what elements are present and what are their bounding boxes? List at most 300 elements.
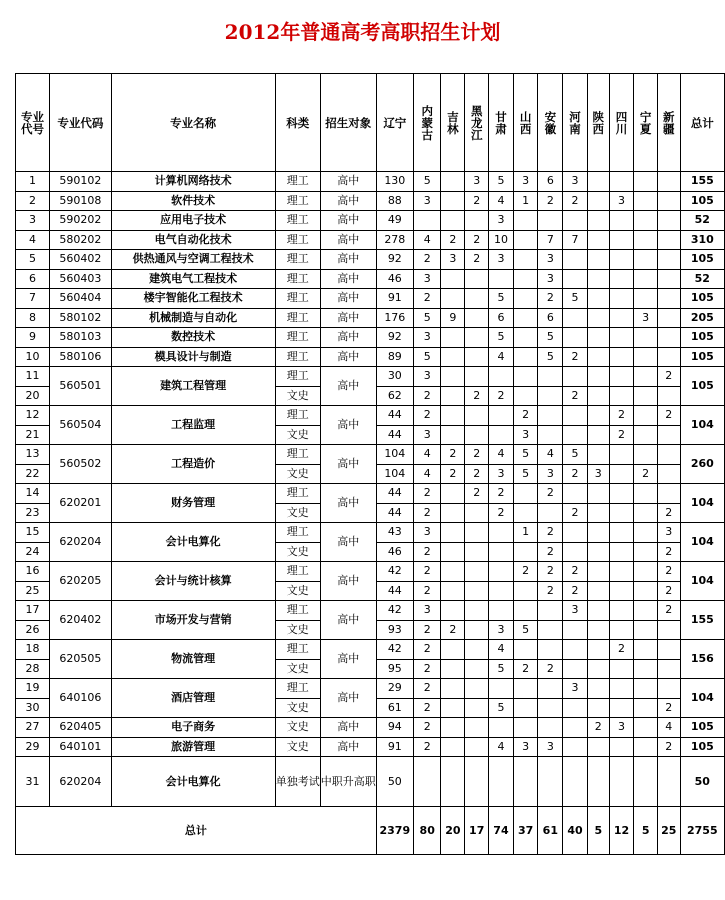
quota-cell: [634, 659, 658, 679]
table-row: [16, 445, 725, 465]
header-province: 辽宁: [376, 74, 413, 172]
total-value: 2379: [376, 807, 413, 855]
total-value: 5: [634, 807, 658, 855]
header-code: 专业代码: [50, 74, 111, 172]
quota-cell: 2: [538, 581, 563, 601]
header-name: 专业名称: [111, 74, 275, 172]
target-cell: 高中: [320, 328, 376, 348]
quota-cell: 3: [413, 601, 441, 621]
quota-cell: 3: [413, 328, 441, 348]
quota-cell: [513, 484, 538, 504]
quota-cell: 61: [376, 698, 413, 718]
quota-cell: [489, 718, 514, 738]
major-name-cell: 工程监理: [111, 406, 275, 445]
category-cell: 理工: [275, 308, 320, 328]
quota-cell: [609, 211, 634, 231]
seq-cell: 28: [16, 659, 50, 679]
target-cell: 高中: [320, 367, 376, 406]
quota-cell: 2: [657, 562, 680, 582]
quota-cell: [465, 328, 489, 348]
table-row: [16, 347, 725, 367]
quota-cell: [489, 367, 514, 387]
quota-cell: [609, 737, 634, 757]
quota-cell: [587, 640, 609, 660]
quota-cell: [441, 347, 465, 367]
quota-cell: 5: [489, 698, 514, 718]
quota-cell: [609, 659, 634, 679]
header-province: 陕西: [587, 74, 609, 172]
quota-cell: [609, 269, 634, 289]
total-row: [16, 807, 725, 855]
quota-cell: [609, 328, 634, 348]
row-total-cell: 104: [680, 562, 724, 601]
quota-cell: [657, 289, 680, 309]
quota-cell: 130: [376, 172, 413, 192]
seq-cell: 19: [16, 679, 50, 699]
quota-cell: [563, 211, 588, 231]
quota-cell: [587, 386, 609, 406]
row-total-cell: 104: [680, 406, 724, 445]
category-cell: 理工: [275, 484, 320, 504]
quota-cell: [441, 211, 465, 231]
table-row: [16, 601, 725, 621]
major-name-cell: 旅游管理: [111, 737, 275, 757]
quota-cell: [441, 601, 465, 621]
quota-cell: [657, 191, 680, 211]
quota-cell: [657, 425, 680, 445]
quota-cell: [489, 425, 514, 445]
code-cell: 560402: [50, 250, 111, 270]
quota-cell: 2: [413, 562, 441, 582]
code-cell: 590202: [50, 211, 111, 231]
quota-cell: 2: [465, 230, 489, 250]
seq-cell: 12: [16, 406, 50, 426]
quota-cell: [609, 445, 634, 465]
quota-cell: [657, 386, 680, 406]
quota-cell: [441, 269, 465, 289]
quota-cell: [489, 542, 514, 562]
quota-cell: [441, 562, 465, 582]
row-total-cell: 155: [680, 172, 724, 192]
quota-cell: [609, 289, 634, 309]
quota-cell: [634, 640, 658, 660]
category-cell: 文史: [275, 464, 320, 484]
major-name-cell: 酒店管理: [111, 679, 275, 718]
quota-cell: 2: [657, 367, 680, 387]
quota-cell: 2: [563, 503, 588, 523]
quota-cell: [587, 679, 609, 699]
quota-cell: [634, 601, 658, 621]
table-row: [16, 328, 725, 348]
quota-cell: [538, 406, 563, 426]
quota-cell: [657, 308, 680, 328]
quota-cell: [609, 757, 634, 807]
quota-cell: [563, 542, 588, 562]
quota-cell: 91: [376, 289, 413, 309]
quota-cell: 4: [489, 640, 514, 660]
quota-cell: [657, 620, 680, 640]
category-cell: 理工: [275, 211, 320, 231]
quota-cell: [563, 737, 588, 757]
category-cell: 理工: [275, 445, 320, 465]
table-row: [16, 367, 725, 387]
quota-cell: [587, 406, 609, 426]
quota-cell: [634, 230, 658, 250]
quota-cell: [441, 367, 465, 387]
code-cell: 560501: [50, 367, 111, 406]
quota-cell: 2: [538, 523, 563, 543]
major-name-cell: 软件技术: [111, 191, 275, 211]
quota-cell: [609, 698, 634, 718]
total-value: 5: [587, 807, 609, 855]
quota-cell: [538, 718, 563, 738]
quota-cell: 3: [489, 620, 514, 640]
quota-cell: [657, 484, 680, 504]
seq-cell: 21: [16, 425, 50, 445]
table-row: [16, 562, 725, 582]
quota-cell: [609, 542, 634, 562]
quota-cell: 4: [489, 445, 514, 465]
row-total-cell: 52: [680, 211, 724, 231]
quota-cell: [587, 347, 609, 367]
quota-cell: [657, 445, 680, 465]
header-target: 招生对象: [320, 74, 376, 172]
quota-cell: 4: [489, 347, 514, 367]
quota-cell: [587, 172, 609, 192]
target-cell: 高中: [320, 718, 376, 738]
total-value: 12: [609, 807, 634, 855]
quota-cell: 3: [513, 737, 538, 757]
quota-cell: 62: [376, 386, 413, 406]
quota-cell: 2: [413, 503, 441, 523]
row-total-cell: 105: [680, 328, 724, 348]
quota-cell: [587, 601, 609, 621]
target-cell: 高中: [320, 289, 376, 309]
quota-cell: 2: [413, 581, 441, 601]
quota-cell: [513, 503, 538, 523]
quota-cell: 2: [413, 484, 441, 504]
quota-cell: [441, 737, 465, 757]
quota-cell: [634, 484, 658, 504]
code-cell: 560504: [50, 406, 111, 445]
major-name-cell: 计算机网络技术: [111, 172, 275, 192]
quota-cell: 2: [413, 542, 441, 562]
quota-cell: 5: [513, 445, 538, 465]
quota-cell: 3: [465, 172, 489, 192]
quota-cell: 44: [376, 484, 413, 504]
target-cell: 高中: [320, 737, 376, 757]
category-cell: 理工: [275, 601, 320, 621]
quota-cell: 2: [413, 620, 441, 640]
quota-cell: [489, 581, 514, 601]
header-province: 内蒙古: [413, 74, 441, 172]
code-cell: 620205: [50, 562, 111, 601]
quota-cell: 44: [376, 581, 413, 601]
table-row: [16, 737, 725, 757]
quota-cell: [634, 562, 658, 582]
quota-cell: 5: [513, 464, 538, 484]
target-cell: 高中: [320, 679, 376, 718]
target-cell: 高中: [320, 406, 376, 445]
target-cell: 高中: [320, 601, 376, 640]
quota-cell: 2: [513, 406, 538, 426]
quota-cell: 6: [538, 172, 563, 192]
table-body: [16, 172, 725, 807]
target-cell: 高中: [320, 191, 376, 211]
quota-cell: 2: [657, 581, 680, 601]
target-cell: 高中: [320, 269, 376, 289]
quota-cell: [513, 718, 538, 738]
quota-cell: 3: [489, 211, 514, 231]
quota-cell: 3: [413, 523, 441, 543]
table-row: [16, 484, 725, 504]
quota-cell: 5: [563, 289, 588, 309]
quota-cell: [587, 523, 609, 543]
quota-cell: 2: [538, 484, 563, 504]
quota-cell: [513, 347, 538, 367]
quota-cell: [465, 620, 489, 640]
quota-cell: 2: [657, 406, 680, 426]
quota-cell: [634, 250, 658, 270]
major-name-cell: 财务管理: [111, 484, 275, 523]
quota-cell: [513, 679, 538, 699]
category-cell: 文史: [275, 737, 320, 757]
quota-cell: [587, 211, 609, 231]
quota-cell: 44: [376, 503, 413, 523]
quota-cell: [634, 523, 658, 543]
quota-cell: 88: [376, 191, 413, 211]
quota-cell: 3: [513, 172, 538, 192]
quota-cell: [634, 347, 658, 367]
quota-cell: 4: [489, 191, 514, 211]
quota-cell: [634, 425, 658, 445]
quota-cell: [634, 367, 658, 387]
quota-cell: [609, 620, 634, 640]
quota-cell: 2: [563, 191, 588, 211]
code-cell: 560404: [50, 289, 111, 309]
seq-cell: 17: [16, 601, 50, 621]
quota-cell: 3: [489, 250, 514, 270]
quota-cell: [538, 679, 563, 699]
quota-cell: 2: [657, 698, 680, 718]
quota-cell: 2: [563, 581, 588, 601]
quota-cell: [587, 328, 609, 348]
quota-cell: 3: [634, 308, 658, 328]
quota-cell: 2: [563, 562, 588, 582]
quota-cell: 29: [376, 679, 413, 699]
row-total-cell: 104: [680, 679, 724, 718]
quota-cell: [441, 386, 465, 406]
quota-cell: 2: [465, 191, 489, 211]
total-value: 17: [465, 807, 489, 855]
quota-cell: 2: [441, 620, 465, 640]
quota-cell: 2: [609, 425, 634, 445]
total-value: 20: [441, 807, 465, 855]
quota-cell: [609, 581, 634, 601]
quota-cell: 2: [538, 191, 563, 211]
quota-cell: 2: [538, 659, 563, 679]
quota-cell: [563, 406, 588, 426]
major-name-cell: 工程造价: [111, 445, 275, 484]
quota-cell: [563, 269, 588, 289]
quota-cell: [563, 620, 588, 640]
quota-cell: 49: [376, 211, 413, 231]
quota-cell: [465, 640, 489, 660]
quota-cell: 43: [376, 523, 413, 543]
major-name-cell: 机械制造与自动化: [111, 308, 275, 328]
quota-cell: [441, 698, 465, 718]
quota-cell: [441, 425, 465, 445]
quota-cell: [634, 718, 658, 738]
quota-cell: [634, 289, 658, 309]
major-name-cell: 数控技术: [111, 328, 275, 348]
major-name-cell: 市场开发与营销: [111, 601, 275, 640]
quota-cell: 2: [489, 484, 514, 504]
target-cell: 高中: [320, 172, 376, 192]
quota-cell: [465, 718, 489, 738]
quota-cell: [609, 503, 634, 523]
quota-cell: [609, 464, 634, 484]
quota-cell: [465, 737, 489, 757]
quota-cell: [587, 250, 609, 270]
quota-cell: 4: [657, 718, 680, 738]
quota-cell: [657, 659, 680, 679]
target-cell: 中职升高职: [320, 757, 376, 807]
quota-cell: 2: [413, 718, 441, 738]
quota-cell: 4: [489, 737, 514, 757]
quota-cell: 95: [376, 659, 413, 679]
category-cell: 理工: [275, 347, 320, 367]
category-cell: 文史: [275, 542, 320, 562]
quota-cell: 3: [538, 464, 563, 484]
quota-cell: [587, 503, 609, 523]
quota-cell: [513, 640, 538, 660]
seq-cell: 2: [16, 191, 50, 211]
table-row: [16, 191, 725, 211]
quota-cell: 92: [376, 328, 413, 348]
quota-cell: 176: [376, 308, 413, 328]
quota-cell: [563, 328, 588, 348]
quota-cell: [441, 328, 465, 348]
total-label: 总计: [16, 807, 377, 855]
quota-cell: 104: [376, 445, 413, 465]
table-row: [16, 230, 725, 250]
quota-cell: [465, 425, 489, 445]
header-province: 安徽: [538, 74, 563, 172]
quota-cell: [465, 679, 489, 699]
row-total-cell: 104: [680, 523, 724, 562]
quota-cell: [465, 211, 489, 231]
quota-cell: [465, 347, 489, 367]
major-name-cell: 电子商务: [111, 718, 275, 738]
quota-cell: 3: [563, 679, 588, 699]
header-province: 吉林: [441, 74, 465, 172]
quota-cell: 1: [513, 523, 538, 543]
quota-cell: [441, 757, 465, 807]
quota-cell: [489, 523, 514, 543]
category-cell: 理工: [275, 172, 320, 192]
quota-cell: [563, 718, 588, 738]
quota-cell: 44: [376, 406, 413, 426]
quota-cell: [465, 698, 489, 718]
quota-cell: [657, 269, 680, 289]
quota-cell: [609, 679, 634, 699]
row-total-cell: 105: [680, 347, 724, 367]
quota-cell: 3: [413, 269, 441, 289]
quota-cell: [563, 425, 588, 445]
seq-cell: 14: [16, 484, 50, 504]
quota-cell: [609, 484, 634, 504]
quota-cell: 2: [657, 503, 680, 523]
quota-cell: 2: [465, 445, 489, 465]
quota-cell: [587, 698, 609, 718]
quota-cell: 2: [413, 250, 441, 270]
quota-cell: 5: [563, 445, 588, 465]
quota-cell: [609, 386, 634, 406]
quota-cell: [513, 601, 538, 621]
quota-cell: [657, 347, 680, 367]
quota-cell: [587, 425, 609, 445]
category-cell: 文史: [275, 425, 320, 445]
category-cell: 文史: [275, 581, 320, 601]
code-cell: 620204: [50, 523, 111, 562]
quota-cell: 2: [489, 386, 514, 406]
header-province: 黑龙江: [465, 74, 489, 172]
quota-cell: 3: [413, 425, 441, 445]
code-cell: 590102: [50, 172, 111, 192]
quota-cell: 1: [513, 191, 538, 211]
total-value: 40: [563, 807, 588, 855]
quota-cell: 5: [413, 172, 441, 192]
quota-cell: [634, 581, 658, 601]
seq-cell: 25: [16, 581, 50, 601]
quota-cell: [441, 581, 465, 601]
quota-cell: [587, 289, 609, 309]
seq-cell: 26: [16, 620, 50, 640]
quota-cell: 4: [538, 445, 563, 465]
quota-cell: [513, 367, 538, 387]
quota-cell: [465, 523, 489, 543]
row-total-cell: 105: [680, 191, 724, 211]
quota-cell: [609, 230, 634, 250]
quota-cell: [538, 211, 563, 231]
row-total-cell: 156: [680, 640, 724, 679]
quota-cell: [657, 328, 680, 348]
quota-cell: [587, 191, 609, 211]
code-cell: 580102: [50, 308, 111, 328]
quota-cell: [634, 445, 658, 465]
target-cell: 高中: [320, 347, 376, 367]
quota-cell: 3: [657, 523, 680, 543]
table-row: [16, 289, 725, 309]
category-cell: 理工: [275, 406, 320, 426]
quota-cell: [657, 640, 680, 660]
quota-cell: [441, 503, 465, 523]
quota-cell: [465, 367, 489, 387]
quota-cell: 94: [376, 718, 413, 738]
quota-cell: [634, 191, 658, 211]
quota-cell: [465, 503, 489, 523]
category-cell: 理工: [275, 230, 320, 250]
major-name-cell: 应用电子技术: [111, 211, 275, 231]
header-total: 总计: [680, 74, 724, 172]
major-name-cell: 楼宇智能化工程技术: [111, 289, 275, 309]
quota-cell: [441, 523, 465, 543]
quota-cell: [634, 737, 658, 757]
major-name-cell: 电气自动化技术: [111, 230, 275, 250]
quota-cell: [587, 484, 609, 504]
quota-cell: 2: [489, 503, 514, 523]
